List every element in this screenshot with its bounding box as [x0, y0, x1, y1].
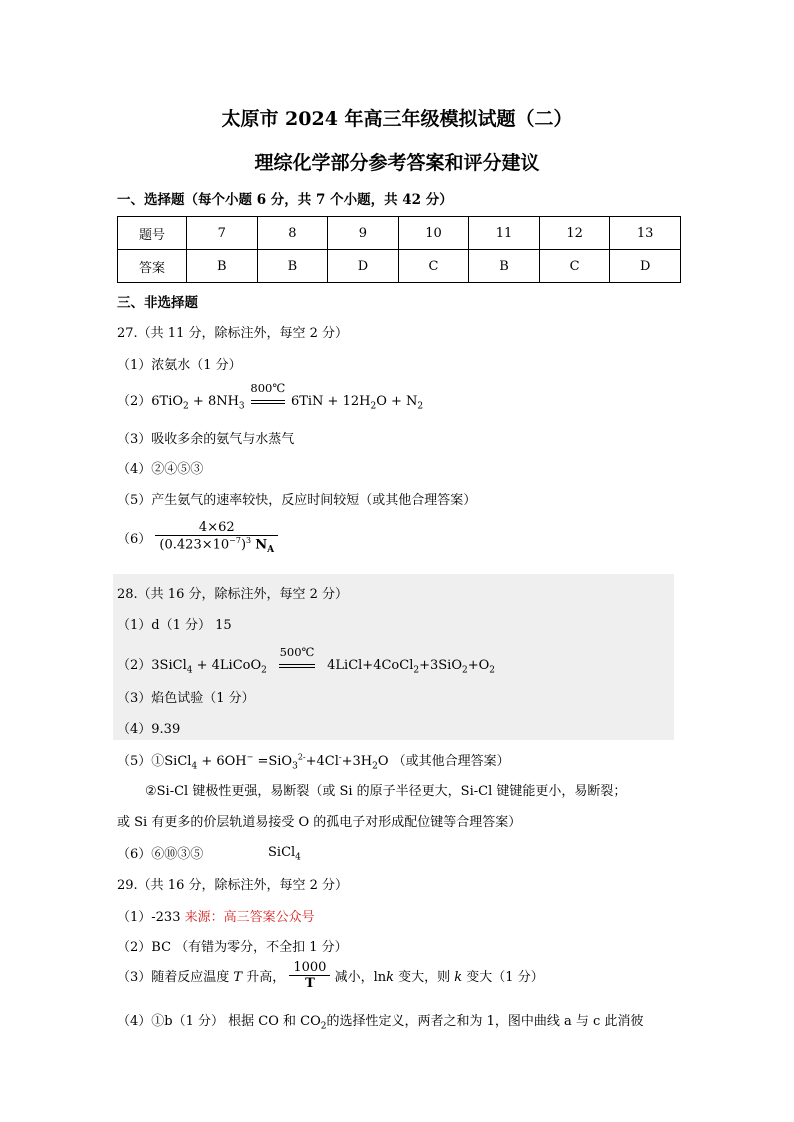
q28-answer-5-3: 或 Si 有更多的价层轨道易接受 O 的孤电子对形成配位键等合理答案）: [117, 815, 522, 830]
q29-answer-3: （3）随着反应温度 T 升高， $\frac{1000}{T}$ 减小，lnk 变大，则 k 变大（1 分）: [117, 960, 544, 991]
table-cell: C: [398, 250, 469, 283]
section-nonchoice-heading: 三、非选择题: [117, 295, 198, 311]
table-cell: 13: [610, 217, 681, 250]
q28-answer-3: （3）焰色试验（1 分）: [117, 691, 255, 706]
table-cell: B: [257, 250, 328, 283]
q29-answer-1: （1）-233 来源：高三答案公众号: [117, 910, 315, 925]
q29-answer-4: （4）①b（1 分） 根据 CO 和 $CO_2$的选择性定义，两者之和为 1，图中曲线 a 与 c 此消彼: [117, 1014, 644, 1032]
q27-answer-3: （3）吸收多余的氨气与水蒸气: [117, 432, 295, 447]
table-row: [118, 250, 681, 283]
table-cell: 12: [539, 217, 610, 250]
table-row: [118, 217, 681, 250]
table-cell: C: [539, 250, 610, 283]
q28-answer-6-formula: SiCl$_4$: [268, 845, 301, 863]
q27-answer-2: $(2)6TiO_2 + 8NH_3$ 800℃ $6TiN + 12H_2O + N_2$: [117, 381, 424, 412]
table-cell: 8: [257, 217, 328, 250]
table-cell: 题号: [118, 217, 187, 250]
watermark-source-text: 来源：高三答案公众号: [184, 910, 315, 925]
q28-answer-5-2: ②Si-Cl 键极性更强，易断裂（或 Si 的原子半径更大，Si-Cl 键键能更小，易断裂；: [145, 784, 627, 799]
inverse-temperature-fraction: $\frac{1000}{T}$: [289, 960, 330, 991]
table-cell: 7: [187, 217, 258, 250]
page-title: 太原市 2024 年高三年级模拟试题（二）: [221, 108, 573, 130]
answer-table: [117, 216, 681, 283]
q28-header: 28.（共 16 分，除标注外，每空 2 分）: [117, 587, 349, 602]
table-cell: B: [469, 250, 540, 283]
q28-answer-4: （4）9.39: [117, 722, 181, 737]
table-cell: 11: [469, 217, 540, 250]
q28-answer-1: （1）d（1 分） 15: [117, 618, 232, 633]
table-cell: 9: [328, 217, 399, 250]
reaction-arrow: 800℃: [249, 394, 287, 409]
table-cell: D: [328, 250, 399, 283]
density-fraction: $\frac{4\times 62}{(0.423\times 10^{-7})^3 N_A}$: [155, 520, 278, 555]
q27-answer-5: （5）产生氨气的速率较快，反应时间较短（或其他合理答案）: [117, 493, 477, 508]
q28-answer-2: （2）3SiCl$_4$ + 4LiCoO$_2$ 500℃ $4LiCl+4CoCl_2+3SiO_2+O_2$: [117, 645, 496, 676]
section-choice-heading: 一、选择题（每个小题 6 分，共 7 个小题，共 42 分）: [117, 192, 453, 208]
q27-header: 27.（共 11 分，除标注外，每空 2 分）: [117, 326, 349, 341]
q29-header: 29.（共 16 分，除标注外，每空 2 分）: [117, 878, 349, 893]
q29-answer-2: （2）BC （有错为零分，不全扣 1 分）: [117, 940, 348, 955]
q28-answer-5-1: （5）①SiCl$_4$ + $6OH^- =SiO_3^{2-}+4Cl^-+3H_2O$ （或其他合理答案）: [117, 752, 510, 772]
page-subtitle: 理综化学部分参考答案和评分建议: [254, 152, 540, 174]
reaction-arrow: 500℃: [277, 658, 317, 673]
table-cell: 10: [398, 217, 469, 250]
q27-answer-4: （4）②④⑤③: [117, 462, 204, 477]
q28-answer-6: （6）⑥⑩③⑤: [117, 847, 204, 862]
q27-answer-1: （1）浓氨水（1 分）: [117, 358, 242, 373]
table-cell: D: [610, 250, 681, 283]
table-cell: 答案: [118, 250, 187, 283]
q27-answer-6: （6） $\frac{4\times 62}{(0.423\times 10^{-7})^3 N_A}$: [117, 520, 278, 555]
table-cell: B: [187, 250, 258, 283]
